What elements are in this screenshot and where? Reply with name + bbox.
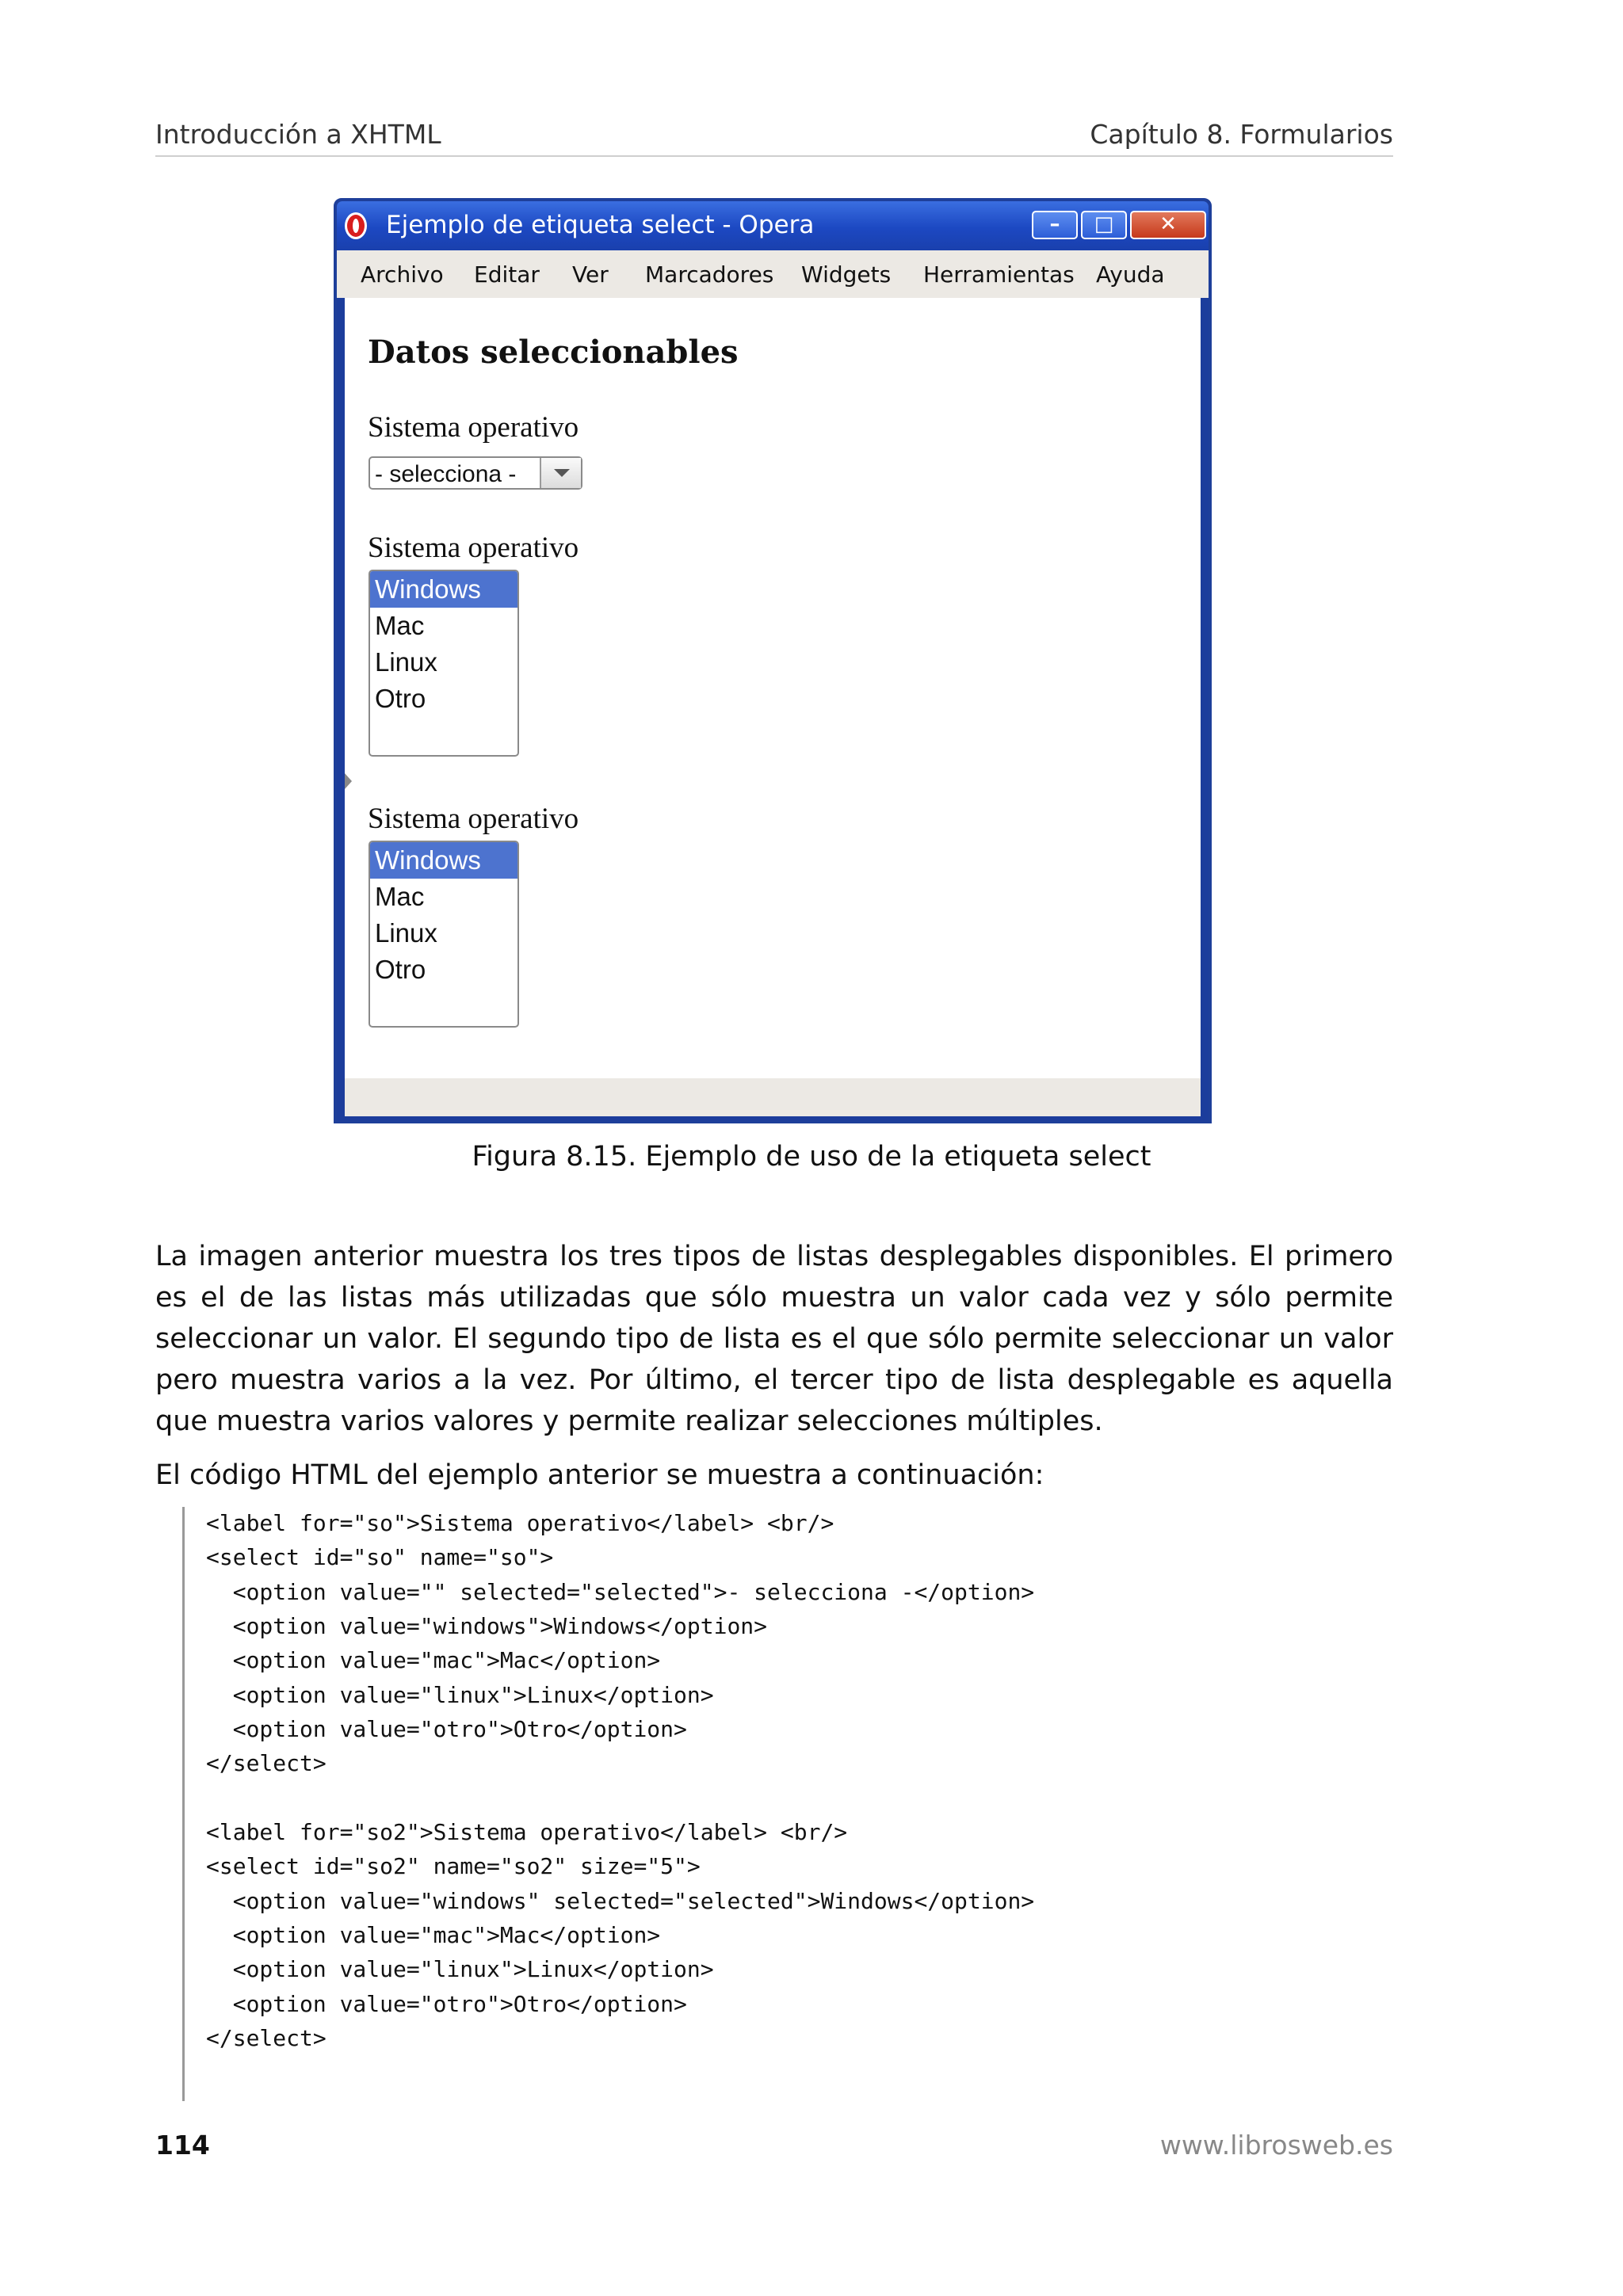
content-heading: Datos seleccionables xyxy=(368,334,739,371)
list-option[interactable]: Mac xyxy=(375,611,425,640)
menu-widgets[interactable]: Widgets xyxy=(801,261,892,288)
code-line: <option value="mac">Mac</option> xyxy=(206,1922,661,1948)
menu-ayuda[interactable]: Ayuda xyxy=(1096,261,1165,288)
opera-logo-icon xyxy=(345,212,367,239)
list-option[interactable]: Windows xyxy=(370,571,517,608)
code-line: <option value="mac">Mac</option> xyxy=(206,1647,661,1673)
code-line: <option value="windows">Windows</option> xyxy=(206,1613,768,1639)
so-dropdown[interactable] xyxy=(369,456,582,490)
list-option[interactable]: Linux xyxy=(375,918,437,948)
menu-ver[interactable]: Ver xyxy=(572,261,609,288)
body-paragraph: La imagen anterior muestra los tres tipos de listas desplegables disponibles. El primero es el de las listas más utilizadas que sólo muestra un valor cada vez y sólo permite seleccionar un valor. El segundo tipo de lista es el que sólo permite seleccionar un valor pero muestra varios a la vez. Por último, el tercer tipo de lista desplegable es aquella que muestra varios valores y permite realizar selecciones múltiples. xyxy=(155,1241,1393,1437)
figure-caption: Figura 8.15. Ejemplo de uso de la etiqueta select xyxy=(472,1141,1151,1173)
code-line: <option value="linux">Linux</option> xyxy=(206,1682,714,1708)
dropdown-value: - selecciona - xyxy=(375,461,517,487)
chapter-title: Capítulo 8. Formularios xyxy=(1090,119,1393,150)
code-line: <select id="so2" name="so2" size="5"> xyxy=(206,1853,701,1879)
panel-toggle-icon[interactable] xyxy=(345,773,352,789)
menu-herramientas[interactable]: Herramientas xyxy=(923,261,1075,288)
code-block xyxy=(182,1507,1136,2101)
code-line: <label for="so2">Sistema operativo</label> <br/> xyxy=(206,1819,848,1845)
body-paragraph: El código HTML del ejemplo anterior se muestra a continuación: xyxy=(155,1459,1044,1491)
list-option[interactable]: Otro xyxy=(375,684,426,713)
so3-listbox[interactable] xyxy=(369,841,519,1028)
list-option[interactable]: Mac xyxy=(375,882,425,911)
menu-marcadores[interactable]: Marcadores xyxy=(645,261,774,288)
list-option[interactable]: Windows xyxy=(370,842,517,879)
code-line: <label for="so">Sistema operativo</label> <br/> xyxy=(206,1510,834,1536)
page-header xyxy=(155,119,1393,157)
menubar xyxy=(337,250,1209,298)
so2-listbox[interactable] xyxy=(369,570,519,757)
so-label-2: Sistema operativo xyxy=(368,532,579,564)
minimize-button[interactable]: – xyxy=(1032,211,1078,239)
code-line: <option value="" selected="selected">- selecciona -</option> xyxy=(206,1579,1035,1605)
so-label-1: Sistema operativo xyxy=(368,411,579,444)
window-title: Ejemplo de etiqueta select - Opera xyxy=(386,211,815,239)
close-button[interactable]: ✕ xyxy=(1130,211,1206,239)
code-line: </select> xyxy=(206,1750,327,1776)
maximize-button[interactable]: □ xyxy=(1081,211,1127,239)
menu-archivo[interactable]: Archivo xyxy=(361,261,444,288)
chevron-down-icon[interactable] xyxy=(540,458,581,488)
code-line: <option value="linux">Linux</option> xyxy=(206,1956,714,1982)
browser-window-screenshot xyxy=(334,198,1212,1123)
page-content xyxy=(345,298,1201,1078)
list-option[interactable]: Linux xyxy=(375,647,437,677)
so-label-3: Sistema operativo xyxy=(368,803,579,835)
window-titlebar xyxy=(337,201,1209,250)
code-line: </select> xyxy=(206,2025,327,2051)
code-line: <select id="so" name="so"> xyxy=(206,1544,554,1570)
code-line: <option value="otro">Otro</option> xyxy=(206,1716,687,1742)
footer-url: www.librosweb.es xyxy=(1159,2130,1393,2161)
statusbar xyxy=(345,1078,1201,1116)
page-number: 114 xyxy=(155,2130,210,2161)
book-title: Introducción a XHTML xyxy=(155,119,441,150)
code-line: <option value="windows" selected="selected">Windows</option> xyxy=(206,1888,1035,1914)
menu-editar[interactable]: Editar xyxy=(474,261,540,288)
list-option[interactable]: Otro xyxy=(375,955,426,984)
code-line: <option value="otro">Otro</option> xyxy=(206,1991,687,2017)
